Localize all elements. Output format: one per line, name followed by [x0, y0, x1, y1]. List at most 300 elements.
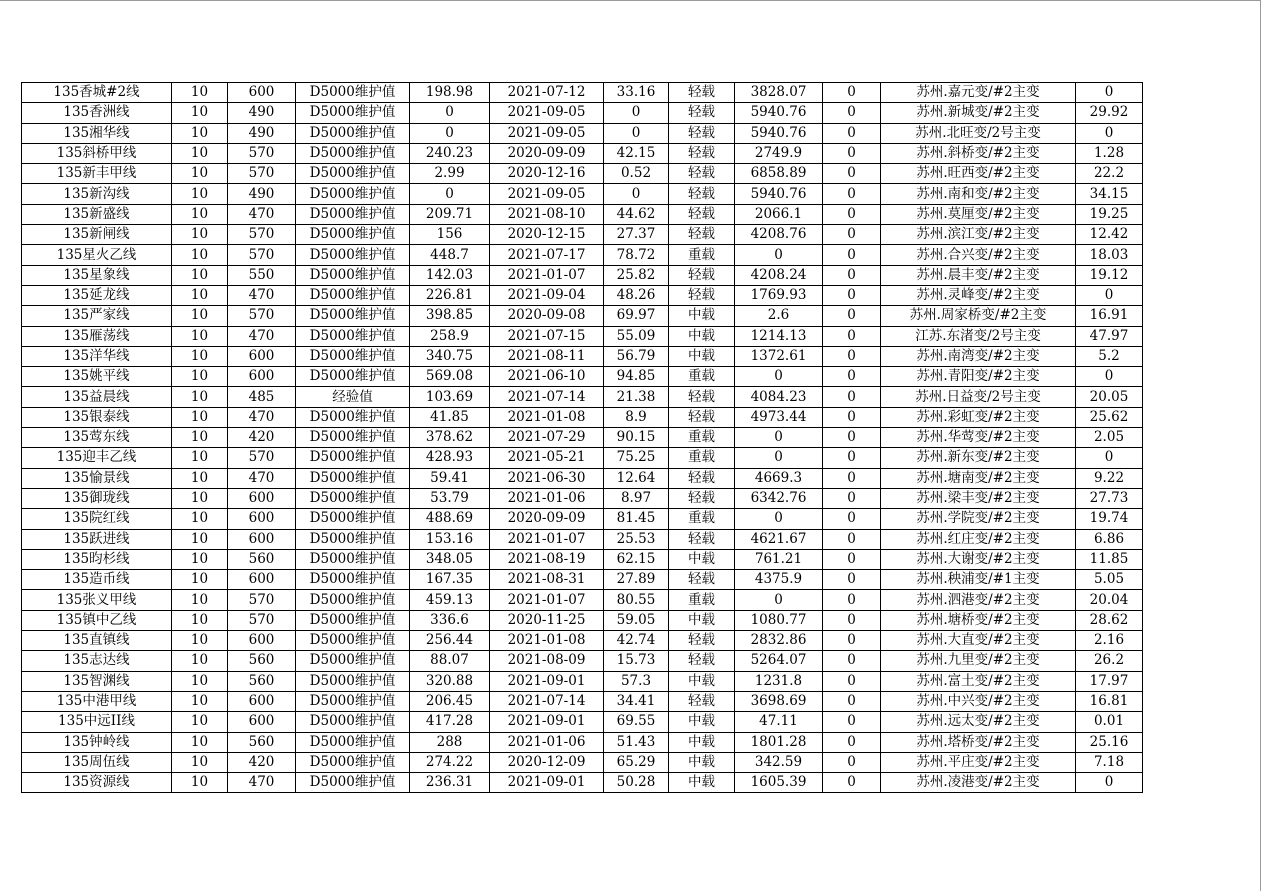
- rated-current-cell: 570: [228, 610, 296, 630]
- substation-cell: 苏州.滨江变/#2主变: [881, 225, 1076, 245]
- line-name-cell: 135新盛线: [22, 204, 172, 224]
- last-value-cell: 28.62: [1076, 610, 1143, 630]
- substation-cell: 苏州.中兴变/#2主变: [881, 691, 1076, 711]
- line-name-cell: 135新沟线: [22, 184, 172, 204]
- voltage-cell: 10: [172, 428, 228, 448]
- substation-cell: 苏州.凌港变/#2主变: [881, 773, 1076, 793]
- line-name-cell: 135周伍线: [22, 752, 172, 772]
- last-value-cell: 0: [1076, 448, 1143, 468]
- line-name-cell: 135星火乙线: [22, 245, 172, 265]
- substation-cell: 苏州.晨丰变/#2主变: [881, 265, 1076, 285]
- load-rate-cell: 50.28: [604, 773, 669, 793]
- voltage-cell: 10: [172, 367, 228, 387]
- load-status-cell: 重载: [669, 509, 735, 529]
- current-cell: 448.7: [410, 245, 490, 265]
- current-cell: 209.71: [410, 204, 490, 224]
- substation-cell: 苏州.彩虹变/#2主变: [881, 407, 1076, 427]
- table-row: [22, 184, 1143, 204]
- table-row: [22, 428, 1143, 448]
- voltage-cell: 10: [172, 732, 228, 752]
- line-name-cell: 135银泰线: [22, 407, 172, 427]
- table-row: [22, 225, 1143, 245]
- last-value-cell: 9.22: [1076, 468, 1143, 488]
- last-value-cell: 7.18: [1076, 752, 1143, 772]
- rated-current-cell: 600: [228, 488, 296, 508]
- last-value-cell: 11.85: [1076, 549, 1143, 569]
- last-value-cell: 16.91: [1076, 306, 1143, 326]
- margin-cell: 5940.76: [735, 103, 823, 123]
- rated-current-cell: 570: [228, 225, 296, 245]
- last-value-cell: 22.2: [1076, 164, 1143, 184]
- rated-current-cell: 570: [228, 143, 296, 163]
- current-cell: 348.05: [410, 549, 490, 569]
- date-cell: 2021-01-08: [490, 631, 604, 651]
- substation-cell: 苏州.大谢变/#2主变: [881, 549, 1076, 569]
- source-cell: D5000维护值: [296, 245, 410, 265]
- date-cell: 2021-01-08: [490, 407, 604, 427]
- load-status-cell: 中载: [669, 752, 735, 772]
- table-row: [22, 265, 1143, 285]
- current-cell: 569.08: [410, 367, 490, 387]
- table-row: [22, 631, 1143, 651]
- current-cell: 0: [410, 184, 490, 204]
- voltage-cell: 10: [172, 83, 228, 103]
- substation-cell: 苏州.旺西变/#2主变: [881, 164, 1076, 184]
- voltage-cell: 10: [172, 285, 228, 305]
- date-cell: 2020-11-25: [490, 610, 604, 630]
- load-rate-cell: 0: [604, 123, 669, 143]
- current-cell: 288: [410, 732, 490, 752]
- current-cell: 459.13: [410, 590, 490, 610]
- source-cell: D5000维护值: [296, 651, 410, 671]
- source-cell: D5000维护值: [296, 83, 410, 103]
- table-row: [22, 732, 1143, 752]
- load-rate-cell: 42.74: [604, 631, 669, 651]
- current-cell: 53.79: [410, 488, 490, 508]
- load-rate-cell: 42.15: [604, 143, 669, 163]
- current-cell: 0: [410, 123, 490, 143]
- rated-current-cell: 470: [228, 407, 296, 427]
- rated-current-cell: 570: [228, 306, 296, 326]
- rated-current-cell: 485: [228, 387, 296, 407]
- source-cell: D5000维护值: [296, 164, 410, 184]
- load-rate-cell: 55.09: [604, 326, 669, 346]
- last-value-cell: 1.28: [1076, 143, 1143, 163]
- date-cell: 2021-06-30: [490, 468, 604, 488]
- line-name-cell: 135钟岭线: [22, 732, 172, 752]
- voltage-cell: 10: [172, 488, 228, 508]
- load-status-cell: 轻载: [669, 83, 735, 103]
- margin-cell: 2066.1: [735, 204, 823, 224]
- voltage-cell: 10: [172, 529, 228, 549]
- margin-cell: 4973.44: [735, 407, 823, 427]
- voltage-cell: 10: [172, 143, 228, 163]
- substation-cell: 苏州.嘉元变/#2主变: [881, 83, 1076, 103]
- rated-current-cell: 570: [228, 164, 296, 184]
- substation-cell: 苏州.莫厘变/#2主变: [881, 204, 1076, 224]
- source-cell: D5000维护值: [296, 448, 410, 468]
- table-row: [22, 204, 1143, 224]
- last-value-cell: 18.03: [1076, 245, 1143, 265]
- substation-cell: 苏州.富土变/#2主变: [881, 671, 1076, 691]
- load-status-cell: 轻载: [669, 468, 735, 488]
- line-name-cell: 135迎丰乙线: [22, 448, 172, 468]
- current-cell: 226.81: [410, 285, 490, 305]
- line-name-cell: 135镇中乙线: [22, 610, 172, 630]
- load-status-cell: 轻载: [669, 164, 735, 184]
- margin-cell: 0: [735, 448, 823, 468]
- source-cell: D5000维护值: [296, 346, 410, 366]
- zero-cell: 0: [823, 509, 881, 529]
- date-cell: 2021-07-12: [490, 83, 604, 103]
- date-cell: 2021-09-01: [490, 671, 604, 691]
- line-name-cell: 135香洲线: [22, 103, 172, 123]
- load-status-cell: 中载: [669, 712, 735, 732]
- load-rate-cell: 90.15: [604, 428, 669, 448]
- load-status-cell: 轻载: [669, 570, 735, 590]
- line-name-cell: 135湘华线: [22, 123, 172, 143]
- last-value-cell: 17.97: [1076, 671, 1143, 691]
- load-status-cell: 中载: [669, 610, 735, 630]
- substation-cell: 苏州.梁丰变/#2主变: [881, 488, 1076, 508]
- source-cell: D5000维护值: [296, 103, 410, 123]
- current-cell: 142.03: [410, 265, 490, 285]
- line-name-cell: 135姚平线: [22, 367, 172, 387]
- rated-current-cell: 570: [228, 590, 296, 610]
- line-name-cell: 135中远II线: [22, 712, 172, 732]
- line-name-cell: 135斜桥甲线: [22, 143, 172, 163]
- load-status-cell: 重载: [669, 367, 735, 387]
- margin-cell: 1214.13: [735, 326, 823, 346]
- margin-cell: 4669.3: [735, 468, 823, 488]
- zero-cell: 0: [823, 631, 881, 651]
- source-cell: D5000维护值: [296, 773, 410, 793]
- rated-current-cell: 550: [228, 265, 296, 285]
- voltage-cell: 10: [172, 164, 228, 184]
- source-cell: D5000维护值: [296, 631, 410, 651]
- last-value-cell: 19.25: [1076, 204, 1143, 224]
- load-rate-cell: 33.16: [604, 83, 669, 103]
- load-status-cell: 重载: [669, 448, 735, 468]
- load-status-cell: 轻载: [669, 123, 735, 143]
- date-cell: 2021-01-06: [490, 488, 604, 508]
- load-status-cell: 轻载: [669, 651, 735, 671]
- margin-cell: 5940.76: [735, 123, 823, 143]
- table-row: [22, 448, 1143, 468]
- margin-cell: 5940.76: [735, 184, 823, 204]
- rated-current-cell: 470: [228, 285, 296, 305]
- last-value-cell: 29.92: [1076, 103, 1143, 123]
- load-status-cell: 轻载: [669, 488, 735, 508]
- margin-cell: 342.59: [735, 752, 823, 772]
- load-rate-cell: 15.73: [604, 651, 669, 671]
- substation-cell: 苏州.南和变/#2主变: [881, 184, 1076, 204]
- last-value-cell: 2.05: [1076, 428, 1143, 448]
- zero-cell: 0: [823, 164, 881, 184]
- zero-cell: 0: [823, 488, 881, 508]
- last-value-cell: 0: [1076, 367, 1143, 387]
- source-cell: D5000维护值: [296, 306, 410, 326]
- load-rate-cell: 81.45: [604, 509, 669, 529]
- current-cell: 41.85: [410, 407, 490, 427]
- current-cell: 398.85: [410, 306, 490, 326]
- last-value-cell: 25.16: [1076, 732, 1143, 752]
- load-rate-cell: 27.89: [604, 570, 669, 590]
- voltage-cell: 10: [172, 326, 228, 346]
- load-rate-cell: 0.52: [604, 164, 669, 184]
- voltage-cell: 10: [172, 346, 228, 366]
- load-status-cell: 轻载: [669, 204, 735, 224]
- current-cell: 103.69: [410, 387, 490, 407]
- load-status-cell: 中载: [669, 306, 735, 326]
- date-cell: 2021-09-01: [490, 712, 604, 732]
- margin-cell: 47.11: [735, 712, 823, 732]
- zero-cell: 0: [823, 610, 881, 630]
- voltage-cell: 10: [172, 691, 228, 711]
- load-status-cell: 轻载: [669, 184, 735, 204]
- source-cell: D5000维护值: [296, 691, 410, 711]
- load-status-cell: 轻载: [669, 143, 735, 163]
- voltage-cell: 10: [172, 265, 228, 285]
- zero-cell: 0: [823, 285, 881, 305]
- load-rate-cell: 21.38: [604, 387, 669, 407]
- line-name-cell: 135愉景线: [22, 468, 172, 488]
- zero-cell: 0: [823, 712, 881, 732]
- last-value-cell: 0.01: [1076, 712, 1143, 732]
- zero-cell: 0: [823, 346, 881, 366]
- line-name-cell: 135御珑线: [22, 488, 172, 508]
- last-value-cell: 19.74: [1076, 509, 1143, 529]
- date-cell: 2020-09-08: [490, 306, 604, 326]
- table-row: [22, 509, 1143, 529]
- load-rate-cell: 0: [604, 103, 669, 123]
- margin-cell: 0: [735, 590, 823, 610]
- date-cell: 2021-01-07: [490, 529, 604, 549]
- date-cell: 2021-09-05: [490, 103, 604, 123]
- load-rate-cell: 48.26: [604, 285, 669, 305]
- last-value-cell: 16.81: [1076, 691, 1143, 711]
- zero-cell: 0: [823, 306, 881, 326]
- rated-current-cell: 560: [228, 549, 296, 569]
- voltage-cell: 10: [172, 245, 228, 265]
- load-rate-cell: 12.64: [604, 468, 669, 488]
- load-rate-cell: 25.53: [604, 529, 669, 549]
- substation-cell: 苏州.青阳变/#2主变: [881, 367, 1076, 387]
- load-status-cell: 轻载: [669, 225, 735, 245]
- last-value-cell: 25.62: [1076, 407, 1143, 427]
- date-cell: 2021-07-17: [490, 245, 604, 265]
- zero-cell: 0: [823, 570, 881, 590]
- rated-current-cell: 490: [228, 103, 296, 123]
- load-status-cell: 轻载: [669, 103, 735, 123]
- current-cell: 488.69: [410, 509, 490, 529]
- current-cell: 258.9: [410, 326, 490, 346]
- current-cell: 428.93: [410, 448, 490, 468]
- zero-cell: 0: [823, 225, 881, 245]
- margin-cell: 0: [735, 245, 823, 265]
- date-cell: 2021-05-21: [490, 448, 604, 468]
- voltage-cell: 10: [172, 184, 228, 204]
- load-status-cell: 轻载: [669, 387, 735, 407]
- table-row: [22, 83, 1143, 103]
- last-value-cell: 5.2: [1076, 346, 1143, 366]
- margin-cell: 6342.76: [735, 488, 823, 508]
- substation-cell: 苏州.周家桥变/#2主变: [881, 306, 1076, 326]
- substation-cell: 苏州.灵峰变/#2主变: [881, 285, 1076, 305]
- voltage-cell: 10: [172, 610, 228, 630]
- voltage-cell: 10: [172, 468, 228, 488]
- zero-cell: 0: [823, 428, 881, 448]
- current-cell: 256.44: [410, 631, 490, 651]
- source-cell: D5000维护值: [296, 610, 410, 630]
- table-row: [22, 773, 1143, 793]
- load-status-cell: 重载: [669, 245, 735, 265]
- voltage-cell: 10: [172, 773, 228, 793]
- load-rate-cell: 25.82: [604, 265, 669, 285]
- rated-current-cell: 560: [228, 671, 296, 691]
- line-name-cell: 135延龙线: [22, 285, 172, 305]
- current-cell: 320.88: [410, 671, 490, 691]
- margin-cell: 0: [735, 428, 823, 448]
- voltage-cell: 10: [172, 590, 228, 610]
- source-cell: D5000维护值: [296, 285, 410, 305]
- current-cell: 206.45: [410, 691, 490, 711]
- zero-cell: 0: [823, 123, 881, 143]
- voltage-cell: 10: [172, 549, 228, 569]
- margin-cell: 4208.24: [735, 265, 823, 285]
- table-row: [22, 103, 1143, 123]
- source-cell: D5000维护值: [296, 225, 410, 245]
- rated-current-cell: 600: [228, 509, 296, 529]
- load-rate-cell: 94.85: [604, 367, 669, 387]
- date-cell: 2021-07-14: [490, 691, 604, 711]
- zero-cell: 0: [823, 103, 881, 123]
- current-cell: 236.31: [410, 773, 490, 793]
- last-value-cell: 0: [1076, 285, 1143, 305]
- date-cell: 2020-12-09: [490, 752, 604, 772]
- load-rate-cell: 8.9: [604, 407, 669, 427]
- substation-cell: 苏州.九里变/#2主变: [881, 651, 1076, 671]
- margin-cell: 6858.89: [735, 164, 823, 184]
- substation-cell: 苏州.平庄变/#2主变: [881, 752, 1076, 772]
- table-row: [22, 651, 1143, 671]
- substation-cell: 苏州.远太变/#2主变: [881, 712, 1076, 732]
- last-value-cell: 20.04: [1076, 590, 1143, 610]
- rated-current-cell: 600: [228, 631, 296, 651]
- rated-current-cell: 420: [228, 428, 296, 448]
- margin-cell: 3828.07: [735, 83, 823, 103]
- margin-cell: 0: [735, 509, 823, 529]
- substation-cell: 苏州.秧浦变/#1主变: [881, 570, 1076, 590]
- rated-current-cell: 560: [228, 732, 296, 752]
- voltage-cell: 10: [172, 752, 228, 772]
- rated-current-cell: 560: [228, 651, 296, 671]
- source-cell: D5000维护值: [296, 184, 410, 204]
- source-cell: D5000维护值: [296, 590, 410, 610]
- load-rate-cell: 51.43: [604, 732, 669, 752]
- margin-cell: 4208.76: [735, 225, 823, 245]
- substation-cell: 江苏.东渚变/2号主变: [881, 326, 1076, 346]
- current-cell: 340.75: [410, 346, 490, 366]
- line-name-cell: 135张义甲线: [22, 590, 172, 610]
- source-cell: D5000维护值: [296, 529, 410, 549]
- table-row: [22, 245, 1143, 265]
- zero-cell: 0: [823, 184, 881, 204]
- table-row: [22, 143, 1143, 163]
- source-cell: D5000维护值: [296, 428, 410, 448]
- rated-current-cell: 490: [228, 123, 296, 143]
- substation-cell: 苏州.新东变/#2主变: [881, 448, 1076, 468]
- date-cell: 2021-07-29: [490, 428, 604, 448]
- zero-cell: 0: [823, 529, 881, 549]
- zero-cell: 0: [823, 265, 881, 285]
- load-rate-cell: 62.15: [604, 549, 669, 569]
- date-cell: 2021-09-04: [490, 285, 604, 305]
- load-status-cell: 轻载: [669, 285, 735, 305]
- load-status-cell: 轻载: [669, 407, 735, 427]
- load-status-cell: 中载: [669, 346, 735, 366]
- load-status-cell: 重载: [669, 428, 735, 448]
- current-cell: 153.16: [410, 529, 490, 549]
- substation-cell: 苏州.南湾变/#2主变: [881, 346, 1076, 366]
- substation-cell: 苏州.泗港变/#2主变: [881, 590, 1076, 610]
- line-name-cell: 135严家线: [22, 306, 172, 326]
- margin-cell: 4375.9: [735, 570, 823, 590]
- zero-cell: 0: [823, 651, 881, 671]
- substation-cell: 苏州.学院变/#2主变: [881, 509, 1076, 529]
- margin-cell: 3698.69: [735, 691, 823, 711]
- source-cell: D5000维护值: [296, 752, 410, 772]
- source-cell: D5000维护值: [296, 468, 410, 488]
- date-cell: 2021-01-07: [490, 590, 604, 610]
- date-cell: 2021-08-19: [490, 549, 604, 569]
- rated-current-cell: 570: [228, 245, 296, 265]
- table-row: [22, 123, 1143, 143]
- margin-cell: 1231.8: [735, 671, 823, 691]
- load-status-cell: 中载: [669, 549, 735, 569]
- line-name-cell: 135洋华线: [22, 346, 172, 366]
- line-name-cell: 135跃进线: [22, 529, 172, 549]
- line-name-cell: 135莺东线: [22, 428, 172, 448]
- zero-cell: 0: [823, 204, 881, 224]
- zero-cell: 0: [823, 367, 881, 387]
- zero-cell: 0: [823, 773, 881, 793]
- rated-current-cell: 470: [228, 468, 296, 488]
- margin-cell: 2832.86: [735, 631, 823, 651]
- line-name-cell: 135智渊线: [22, 671, 172, 691]
- last-value-cell: 5.05: [1076, 570, 1143, 590]
- line-name-cell: 135新丰甲线: [22, 164, 172, 184]
- date-cell: 2021-08-09: [490, 651, 604, 671]
- last-value-cell: 47.97: [1076, 326, 1143, 346]
- margin-cell: 1769.93: [735, 285, 823, 305]
- source-cell: D5000维护值: [296, 732, 410, 752]
- zero-cell: 0: [823, 83, 881, 103]
- current-cell: 240.23: [410, 143, 490, 163]
- table-row: [22, 407, 1143, 427]
- last-value-cell: 2.16: [1076, 631, 1143, 651]
- current-cell: 378.62: [410, 428, 490, 448]
- substation-cell: 苏州.新城变/#2主变: [881, 103, 1076, 123]
- load-rate-cell: 69.55: [604, 712, 669, 732]
- load-rate-cell: 56.79: [604, 346, 669, 366]
- zero-cell: 0: [823, 671, 881, 691]
- voltage-cell: 10: [172, 631, 228, 651]
- zero-cell: 0: [823, 691, 881, 711]
- substation-cell: 苏州.斜桥变/#2主变: [881, 143, 1076, 163]
- line-name-cell: 135雁荡线: [22, 326, 172, 346]
- source-cell: D5000维护值: [296, 712, 410, 732]
